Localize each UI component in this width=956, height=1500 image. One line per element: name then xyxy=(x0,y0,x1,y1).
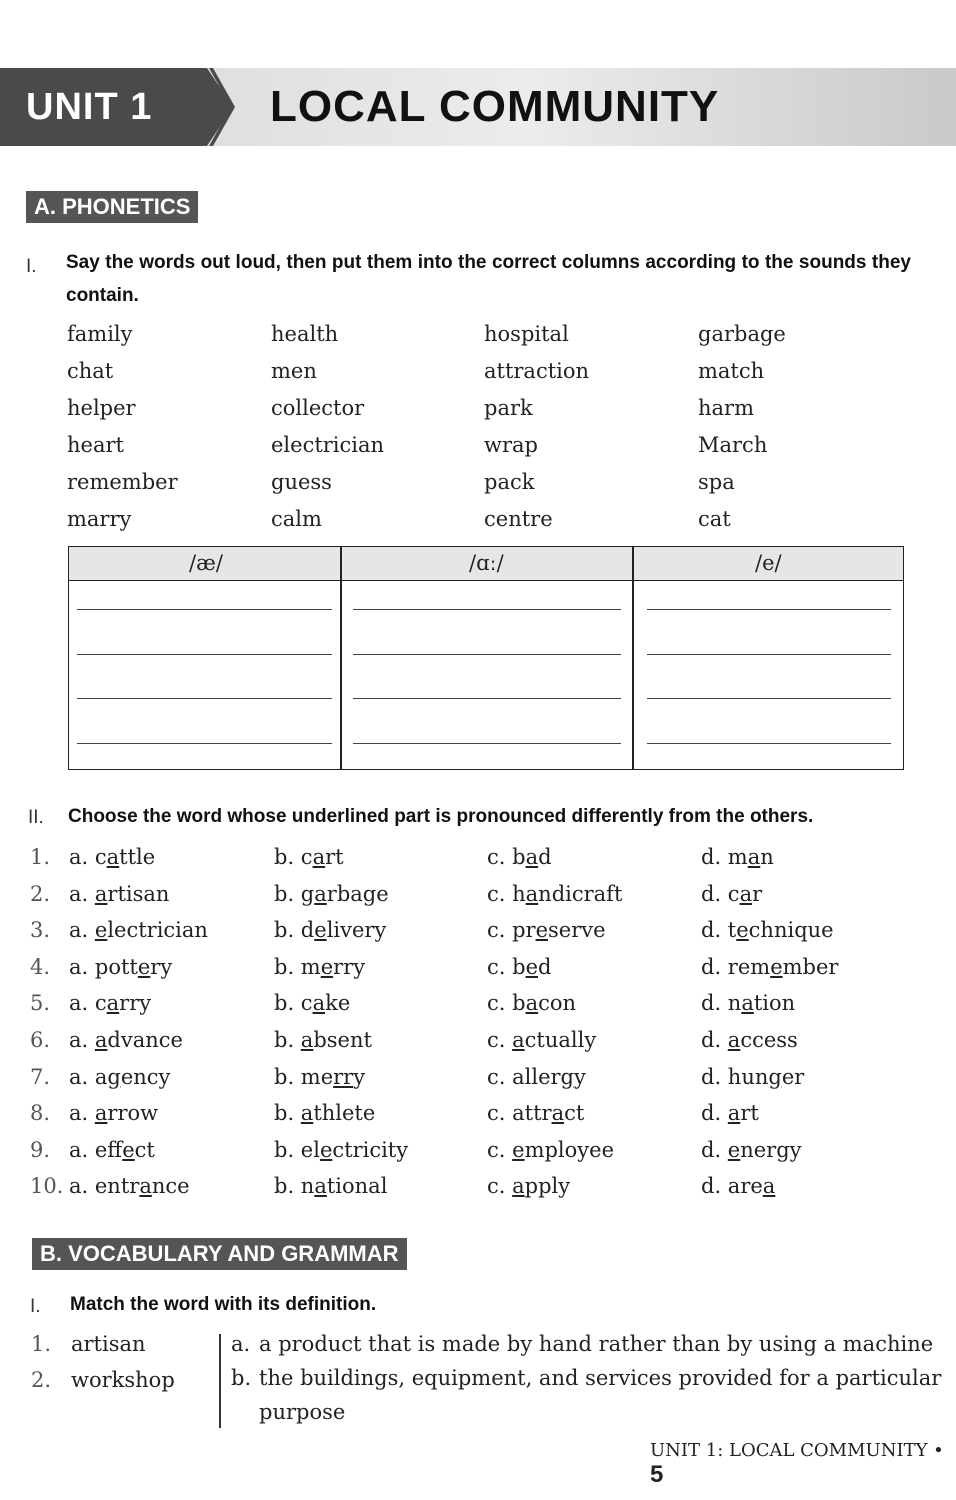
answer-option: a. pottery xyxy=(69,954,173,979)
word-item: cat xyxy=(698,507,731,531)
answer-blank xyxy=(353,743,621,744)
answer-option: c. bad xyxy=(487,845,552,869)
underlined-part: g xyxy=(768,1064,782,1089)
word-item: men xyxy=(271,359,317,383)
unit-banner xyxy=(0,68,956,146)
underlined-part: a xyxy=(525,991,539,1016)
word-item: centre xyxy=(484,507,553,531)
answer-option: a. artisan xyxy=(69,881,170,906)
underlined-part: a xyxy=(139,1174,152,1199)
answer-option: b. merry xyxy=(274,954,366,979)
underlined-part: a xyxy=(312,991,326,1016)
section-a-heading: A. PHONETICS xyxy=(26,191,198,223)
answer-option: d. nation xyxy=(701,991,796,1016)
answer-option: b. athlete xyxy=(274,1101,376,1126)
answer-option: d. energy xyxy=(701,1137,802,1162)
underlined-part: a xyxy=(300,1028,314,1052)
underlined-part: a xyxy=(300,1101,314,1126)
underlined-part: a xyxy=(512,1174,525,1199)
underlined-part: a xyxy=(727,1101,741,1126)
answer-blank xyxy=(77,698,332,699)
underlined-part: e xyxy=(727,1137,741,1162)
match-divider xyxy=(219,1334,221,1428)
underlined-part: e xyxy=(94,918,108,943)
answer-option: a. entrance xyxy=(69,1174,190,1199)
word-item: heart xyxy=(67,433,124,457)
word-item: park xyxy=(484,396,533,420)
underlined-part: a xyxy=(747,845,761,869)
answer-option: c. apply xyxy=(487,1174,571,1199)
answer-option: b. merry xyxy=(274,1064,366,1089)
underlined-part: e xyxy=(512,1137,525,1162)
match-number: 1. xyxy=(31,1332,52,1356)
definition-text: the buildings, equipment, and services provided for a particular xyxy=(259,1366,942,1390)
underlined-part: a xyxy=(551,1101,565,1126)
answer-option: d. access xyxy=(701,1028,798,1052)
answer-option: c. bacon xyxy=(487,991,577,1016)
underlined-part: a xyxy=(512,1028,525,1052)
page-number: 5 xyxy=(650,1461,664,1488)
column-divider xyxy=(632,547,634,769)
underlined-part: e xyxy=(122,1137,135,1162)
page-title: LOCAL COMMUNITY xyxy=(270,82,720,131)
underlined-part: a xyxy=(525,881,539,906)
answer-blank xyxy=(77,654,332,655)
answer-option: d. hunger xyxy=(701,1064,805,1089)
answer-blank xyxy=(647,654,891,655)
answer-option: a. advance xyxy=(69,1028,183,1052)
answer-option: b. cake xyxy=(274,991,351,1016)
underlined-part: e xyxy=(320,954,334,979)
answer-option: b. national xyxy=(274,1174,388,1199)
underlined-part: a xyxy=(94,881,108,906)
answer-option: d. man xyxy=(701,845,774,869)
answer-option: d. remember xyxy=(701,954,839,979)
phonetics-table xyxy=(68,546,904,770)
answer-option: b. electricity xyxy=(274,1137,409,1162)
underlined-part: rr xyxy=(333,1064,354,1089)
word-item: match xyxy=(698,359,765,383)
question-number: 5. xyxy=(30,991,51,1016)
answer-option: a. effect xyxy=(69,1137,155,1162)
answer-blank xyxy=(353,609,621,610)
word-item: collector xyxy=(271,396,365,420)
underlined-part: a xyxy=(312,845,326,869)
answer-option: b. absent xyxy=(274,1028,372,1052)
underlined-part: a xyxy=(741,991,754,1016)
underlined-part: e xyxy=(535,918,549,943)
exercise-instruction: Say the words out loud, then put them into the correct columns according to the sounds they contain. xyxy=(66,252,911,306)
answer-blank xyxy=(647,743,891,744)
underlined-part: e xyxy=(770,954,783,979)
column-divider xyxy=(340,547,342,769)
answer-option: d. art xyxy=(701,1101,759,1126)
question-number: 4. xyxy=(30,954,51,979)
answer-option: b. delivery xyxy=(274,918,387,943)
match-word: artisan xyxy=(71,1332,146,1356)
underlined-part: a xyxy=(106,845,120,869)
word-item: electrician xyxy=(271,433,385,457)
word-item: wrap xyxy=(484,433,538,457)
word-item: marry xyxy=(67,507,132,531)
definition-text: purpose xyxy=(259,1400,346,1424)
banner-arrow-icon xyxy=(195,68,235,146)
word-item: pack xyxy=(484,470,535,494)
question-number: 8. xyxy=(30,1101,51,1126)
section-b-heading: B. VOCABULARY AND GRAMMAR xyxy=(32,1238,407,1270)
question-number: 3. xyxy=(30,918,51,943)
answer-option: a. carry xyxy=(69,991,152,1016)
question-number: 2. xyxy=(30,881,51,906)
answer-option: a. electrician xyxy=(69,918,208,943)
answer-option: c. attract xyxy=(487,1101,585,1126)
word-item: helper xyxy=(67,396,136,420)
question-number: 9. xyxy=(30,1137,51,1162)
underlined-part: a xyxy=(314,881,327,906)
answer-blank xyxy=(647,609,891,610)
underlined-part: a xyxy=(314,1174,327,1199)
unit-label: UNIT 1 xyxy=(26,86,153,128)
answer-option: a. agency xyxy=(69,1064,171,1089)
answer-blank xyxy=(353,698,621,699)
underlined-part: e xyxy=(736,918,749,943)
exercise-number: I. xyxy=(30,1296,41,1317)
word-item: remember xyxy=(67,470,178,494)
word-item: family xyxy=(67,322,133,346)
underlined-part: a xyxy=(525,845,539,869)
question-number: 10. xyxy=(30,1174,64,1199)
exercise-instruction: Choose the word whose underlined part is pronounced differently from the others. xyxy=(68,806,814,827)
underlined-part: g xyxy=(560,1064,574,1089)
column-header-e: /e/ xyxy=(755,551,782,575)
exercise-number: II. xyxy=(28,807,44,828)
definition-letter: b. xyxy=(231,1366,252,1390)
underlined-part: e xyxy=(319,1137,333,1162)
underlined-part: e xyxy=(525,954,538,979)
question-number: 6. xyxy=(30,1028,51,1052)
answer-option: d. area xyxy=(701,1174,776,1199)
word-item: health xyxy=(271,322,339,346)
question-number: 7. xyxy=(30,1064,51,1089)
exercise-instruction: Match the word with its definition. xyxy=(70,1294,377,1315)
match-number: 2. xyxy=(31,1368,52,1392)
underlined-part: e xyxy=(137,954,151,979)
word-item: March xyxy=(698,433,768,457)
column-header-a-long: /ɑː/ xyxy=(469,551,504,575)
word-item: spa xyxy=(698,470,735,494)
match-word: workshop xyxy=(71,1368,175,1392)
underlined-part: a xyxy=(762,1174,776,1199)
answer-option: a. arrow xyxy=(69,1101,159,1126)
answer-option: d. technique xyxy=(701,918,834,943)
page-footer xyxy=(650,1440,956,1489)
definition-text: a product that is made by hand rather than by using a machine xyxy=(259,1332,934,1356)
exercise-number: I. xyxy=(26,256,37,277)
answer-blank xyxy=(647,698,891,699)
answer-blank xyxy=(77,743,332,744)
word-item: calm xyxy=(271,507,322,531)
answer-blank xyxy=(77,609,332,610)
answer-option: c. preserve xyxy=(487,918,606,943)
answer-option: b. cart xyxy=(274,845,344,869)
answer-option: c. allergy xyxy=(487,1064,586,1089)
question-number: 1. xyxy=(30,845,51,869)
word-item: garbage xyxy=(698,322,786,346)
answer-option: d. car xyxy=(701,881,763,906)
underlined-part: a xyxy=(106,991,120,1016)
definition-letter: a. xyxy=(231,1332,251,1356)
answer-blank xyxy=(353,654,621,655)
answer-option: c. handicraft xyxy=(487,881,623,906)
answer-option: a. cattle xyxy=(69,845,156,869)
column-header-ae: /æ/ xyxy=(189,551,223,575)
answer-option: c. bed xyxy=(487,954,552,979)
answer-option: c. employee xyxy=(487,1137,614,1162)
answer-option: c. actually xyxy=(487,1028,597,1052)
underlined-part: e xyxy=(314,918,327,943)
underlined-part: a xyxy=(739,881,753,906)
underlined-part: g xyxy=(107,1064,121,1089)
word-item: guess xyxy=(271,470,332,494)
underlined-part: a xyxy=(727,1028,741,1052)
word-item: harm xyxy=(698,396,754,420)
word-item: hospital xyxy=(484,322,569,346)
answer-option: b. garbage xyxy=(274,881,389,906)
word-item: attraction xyxy=(484,359,590,383)
underlined-part: a xyxy=(94,1101,108,1126)
footer-text: UNIT 1: LOCAL COMMUNITY • xyxy=(650,1440,944,1461)
underlined-part: a xyxy=(94,1028,108,1052)
word-item: chat xyxy=(67,359,114,383)
